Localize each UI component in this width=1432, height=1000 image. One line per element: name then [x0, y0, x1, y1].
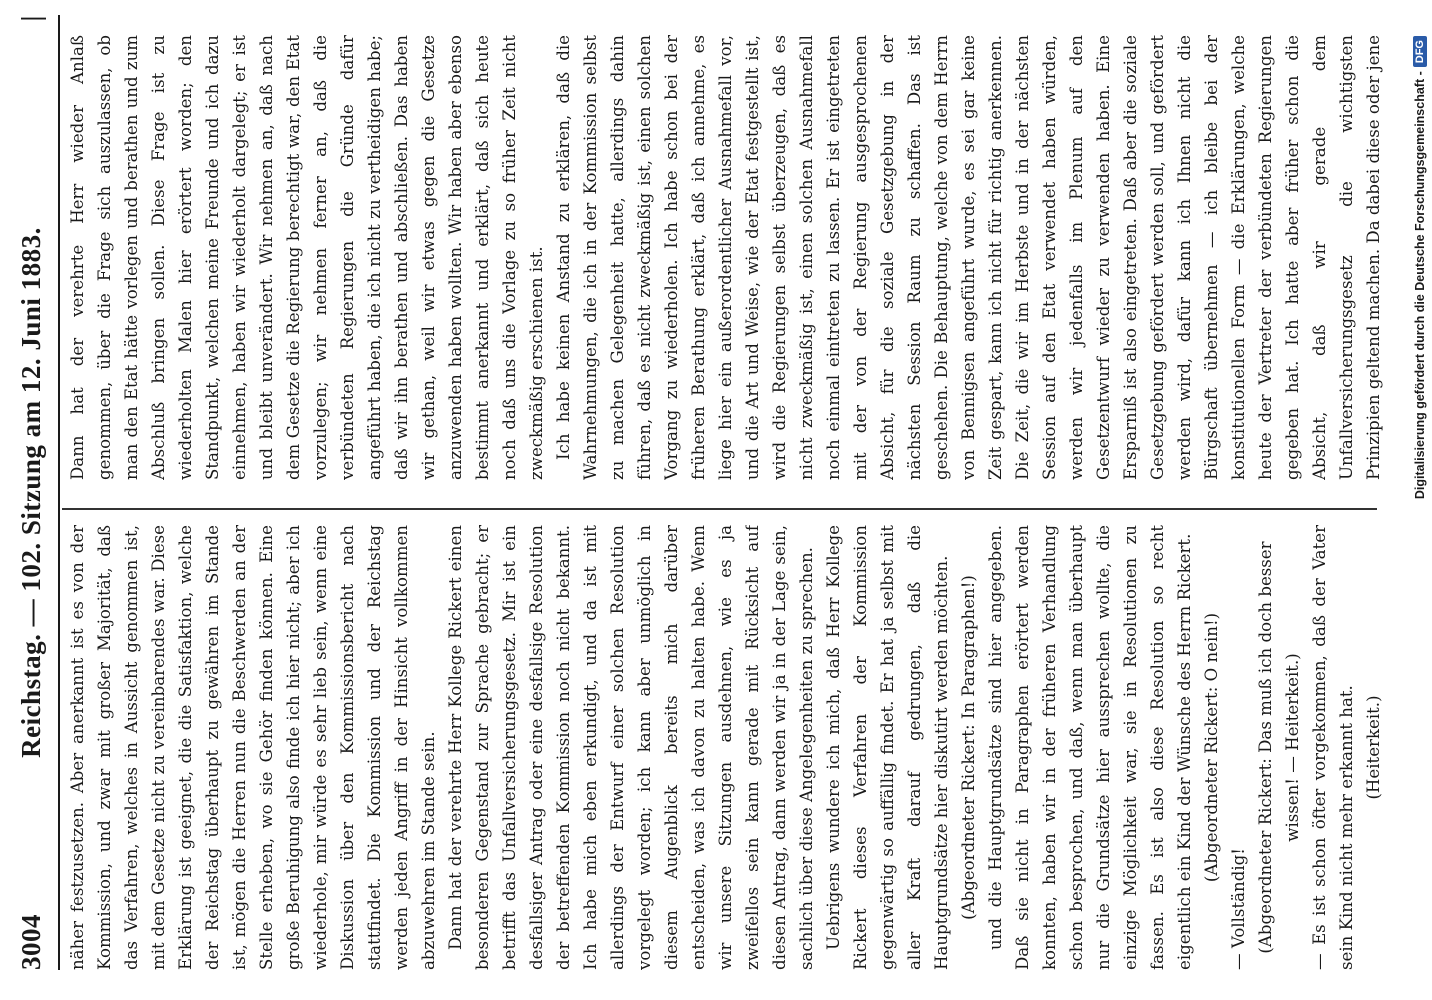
- paragraph: und die Hauptgrundsätze sind hier angegeben. Daß sie nicht in Paragraphen erörtert werden konnten, haben wir in der früheren Verhandlung schon besprochen, und daß, wenn man überhaupt nur die Grundsätze hier aussprechen wollte, die einzige Möglichkeit war, sie in Resolutionen zu fassen. Es ist also diese Resolution so recht eigentlich ein Kind der Wünsche des Herrn Rickert.: [986, 525, 1194, 970]
- paragraph: näher festzusetzen. Aber anerkannt ist es von der Kommission, und zwar mit großer Majorität, daß das Verfahren, welches in Aussicht genommen ist, mit dem Gesetze nicht zu vereinbarendes war. Diese Erklärung ist geeignet, die die Satisfaktion, welche der Reichstag überhaupt zu gewähren im Stande ist, mögen die Herren nun die Beschwerden an der Stelle erheben, wo sie Gehör finden können. Eine große Beruhigung also finde ich hier nicht; aber ich wiederhole, mir würde es sehr lieb sein, wenn eine Diskussion über den Kommissionsbericht nach stattfindet. Die Kommission und der Reichstag werden jeden Angriff in der Hinsicht vollkommen abzuwehren im Stande sein.: [68, 525, 438, 970]
- interjection: (Abgeordneter Rickert: O nein!): [1202, 612, 1221, 883]
- paragraph: Dann hat der verehrte Herr wieder Anlaß genommen, über die Frage sich auszulassen, ob man den Etat hätte vorlegen und berathen und zum Abschluß bringen sollen. Diese Frage ist zu wiederholten Malen hier erörtert worden; den Standpunkt, welchen meine Freunde und ich dazu einnehmen, haben wir wiederholt dargelegt; er ist und bleibt unverändert. Wir nehmen an, daß nach dem Gesetze die Regierung berechtigt war, den Etat vorzulegen; wir nehmen ferner an, daß die verbündeten Regierungen die Gründe dafür angeführt haben, die ich nicht zu vertheidigen habe; daß wir ihn berathen und abschließen. Das haben wir gethan, weil wir etwas gegen die Gesetze anzuwenden haben wollten. Wir haben aber ebenso bestimmt anerkannt und erklärt, daß sich heute noch daß uns die Vorlage zu so früher Zeit nicht zweckmäßig erschienen ist.: [68, 35, 546, 480]
- paragraph: — Vollständig!: [1229, 848, 1248, 970]
- interjection: (Abgeordneter Rickert: Das muß ich doch besser wissen! — Heiterkeit.): [1256, 541, 1302, 954]
- paragraph: — Es ist schon öfter vorgekommen, daß der Vater sein Kind nicht mehr erkannt hat.: [1310, 525, 1356, 970]
- interjection: (Abgeordneter Rickert: In Paragraphen!): [959, 575, 978, 920]
- session-title: Reichstag. — 102. Sitzung am 12. Juni 1883.: [16, 227, 46, 758]
- column-divider: [62, 508, 1377, 510]
- page-number: 3004: [16, 914, 46, 970]
- right-column: [64, 35, 1384, 480]
- page-header: [8, 15, 52, 970]
- funding-strip: [1408, 0, 1432, 1000]
- header-mark: |: [16, 15, 46, 22]
- left-column: [64, 525, 1384, 970]
- paragraph: Uebrigens wundere ich mich, daß Herr Kollege Rickert dieses Verfahren der Kommission gegenwärtig so auffällig findet. Er hat ja selbst mit aller Kraft darauf gedrungen, daß die Hauptgrundsätze hier diskutirt werden möchten.: [824, 525, 951, 970]
- header-rule: [58, 15, 60, 970]
- paragraph: Dann hat der verehrte Herr Kollege Rickert einen besonderen Gegenstand zur Sprache gebracht; er betrifft das Unfallversicherungsgesetz. Mir ist ein desfallsiger Antrag oder eine desfallsige Resolution der betreffenden Kommission noch nicht bekannt. Ich habe mich eben erkundigt, und da ist mit allerdings der Entwurf einer solchen Resolution vorgelegt worden; ich kann aber unmöglich in diesem Augenblick bereits mich darüber entscheiden, was ich davon zu halten habe. Wenn wir unsere Sitzungen ausdehnen, wie es ja zweifellos sein kann gerade mit Rücksicht auf diesen Antrag, dann werden wir ja in der Lage sein, sachlich über diese Angelegenheiten zu sprechen.: [446, 525, 816, 970]
- dfg-logo: DFG: [1413, 36, 1427, 67]
- interjection: (Heiterkeit.): [1364, 695, 1383, 800]
- funding-notice: Digitalisierung gefördert durch die Deutsche Forschungsgemeinschaft -: [1413, 71, 1427, 500]
- paragraph: Ich habe keinen Anstand zu erklären, daß die Wahrnehmungen, die ich in der Kommission selbst zu machen Gelegenheit hatte, allerdings dahin führen, daß es nicht zweckmäßig ist, einen solchen Vorgang zu wiederholen. Ich habe schon bei der früheren Berathung erklärt, daß ich annehme, es liege hier ein außerordentlicher Ausnahmefall vor, und die Art und Weise, wie der Etat festgestellt ist, wird die Regierungen selbst überzeugen, daß es nicht zweckmäßig ist, einen solchen Ausnahmefall noch einmal eintreten zu lassen. Er ist eingetreten mit der von der Regierung ausgesprochenen Absicht, für die soziale Gesetzgebung in der nächsten Session Raum zu schaffen. Das ist geschehen. Die Behauptung, welche von dem Herrn von Bennigsen angeführt wurde, es sei gar keine Zeit gespart, kann ich nicht für richtig anerkennen. Die Zeit, die wir im Herbste und in der nächsten Session auf den Etat verwendet haben würden, werden wir jedenfalls im Plenum auf den Gesetzentwurf wieder zu verwenden haben. Eine Ersparniß ist also eingetreten. Daß aber die soziale Gesetzgebung gefördert werden soll, und gefördert werden wird, dafür kann ich Ihnen nicht die Bürgschaft übernehmen — ich bleibe bei der konstitutionellen Form — die Erklärungen, welche heute der Vertreter der verbündeten Regierungen gegeben hat. Ich hatte aber früher schon die Absicht, daß wir gerade dem Unfallversicherungsgesetz die wichtigsten Prinzipien geltend machen. Da dabei diese oder jene: [554, 35, 1383, 480]
